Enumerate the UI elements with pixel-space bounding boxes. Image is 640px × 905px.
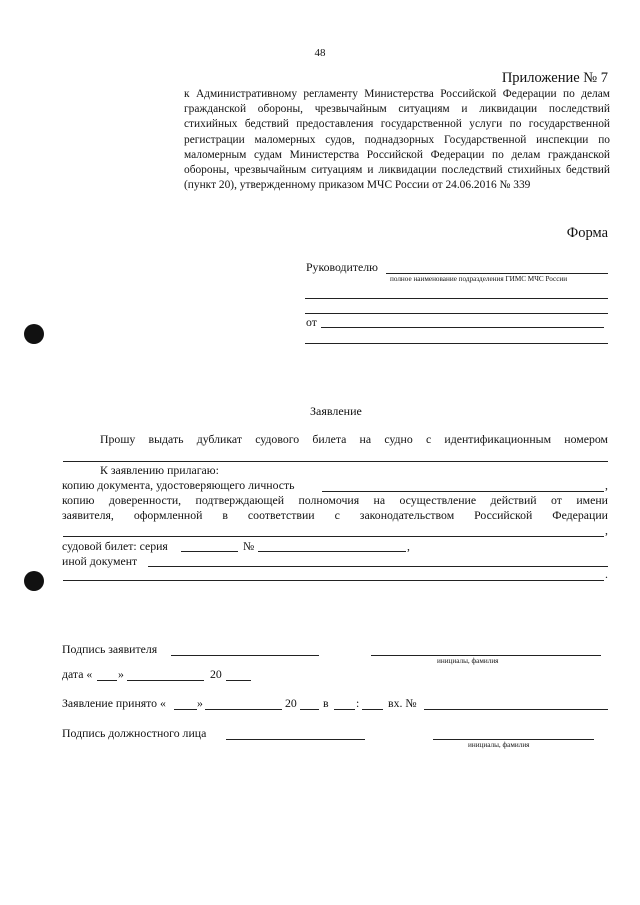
addressee-to-line[interactable]: [386, 273, 608, 274]
accepted-month-line[interactable]: [205, 709, 282, 710]
applicant-initials-line[interactable]: [371, 655, 601, 656]
applicant-initials-caption: инициалы, фамилия: [437, 657, 499, 665]
identity-doc-label: копию документа, удостоверяющего личность: [62, 478, 295, 492]
binder-hole-top-icon: [24, 324, 44, 344]
statement-heading: Заявление: [310, 404, 362, 418]
applicant-signature-label: Подпись заявителя: [62, 642, 158, 656]
applicant-signature-line[interactable]: [171, 655, 319, 656]
attach-heading: К заявлению прилагаю:: [100, 463, 219, 477]
addressee-line-5[interactable]: [305, 343, 608, 344]
official-signature-line[interactable]: [226, 739, 365, 740]
accepted-minute-line[interactable]: [362, 709, 383, 710]
date-month-line[interactable]: [127, 680, 204, 681]
addressee-line-3[interactable]: [305, 313, 608, 314]
appendix-text: к Административному регламенту Министерства Российской Федерации по делам гражданской обороны, чрезвычайным ситуациям и ликвидации последствий стихийных бедствий предоставления государственной услуги по государственной регистрации маломерных судов, поднадзорных Государственной инспекции по маломерным судам Министерства Российской Федерации по делам гражданской обороны, чрезвычайным ситуациям и ликвидации последствий стихийных бедствий (пункт 20), утвержденному приказом МЧС России от 24.06.2016 № 339: [184, 88, 610, 192]
addressee-to-label: Руководителю: [306, 260, 378, 274]
request-text: Прошу выдать дубликат судового билета на судно с идентификационным номером: [100, 432, 608, 446]
proxy-line[interactable]: [63, 536, 604, 537]
page-number: 48: [314, 47, 326, 59]
ticket-series-line[interactable]: [181, 551, 238, 552]
form-label: Форма: [566, 225, 608, 241]
date-close-quote: »: [118, 667, 124, 681]
accepted-day-line[interactable]: [174, 709, 197, 710]
accepted-colon: :: [356, 696, 360, 710]
official-initials-caption: инициалы, фамилия: [468, 741, 530, 749]
incoming-number-label: вх. №: [388, 696, 417, 710]
ticket-series-label: судовой билет: серия: [62, 539, 168, 553]
addressee-to-caption: полное наименование подразделения ГИМС МЧС России: [390, 275, 568, 283]
ticket-number-line[interactable]: [258, 551, 406, 552]
proxy-text-line-1: копию доверенности, подтверждающей полномочия на осуществление действий от имени: [62, 493, 608, 507]
addressee-from-line[interactable]: [321, 327, 604, 328]
official-initials-line[interactable]: [433, 739, 594, 740]
date-year-prefix: 20: [210, 667, 222, 681]
other-doc-period: .: [605, 567, 608, 581]
id-number-line[interactable]: [63, 461, 608, 462]
other-doc-line-2[interactable]: [63, 580, 604, 581]
incoming-number-line[interactable]: [424, 709, 608, 710]
ticket-number-sign: №: [243, 539, 255, 553]
accepted-year-line[interactable]: [300, 709, 319, 710]
binder-hole-bottom-icon: [24, 571, 44, 591]
official-signature-label: Подпись должностного лица: [62, 726, 207, 740]
addressee-from-label: от: [306, 315, 317, 329]
identity-doc-comma: ,: [605, 478, 608, 492]
identity-doc-line[interactable]: [322, 491, 604, 492]
accepted-hour-line[interactable]: [334, 709, 355, 710]
date-label: дата «: [62, 667, 93, 681]
other-doc-line[interactable]: [148, 566, 608, 567]
accepted-label: Заявление принято «: [62, 696, 166, 710]
proxy-comma: ,: [605, 523, 608, 537]
date-year-line[interactable]: [226, 680, 251, 681]
addressee-line-2[interactable]: [305, 298, 608, 299]
appendix-title: Приложение № 7: [501, 70, 608, 86]
accepted-close-quote: »: [197, 696, 203, 710]
ticket-comma: ,: [407, 539, 410, 553]
date-day-line[interactable]: [97, 680, 117, 681]
proxy-text-line-2: заявителя, оформленной в соответствии с законодательством Российской Федерации: [62, 508, 608, 522]
accepted-year-prefix: 20: [285, 696, 297, 710]
other-doc-label: иной документ: [62, 554, 138, 568]
accepted-at-label: в: [323, 696, 329, 710]
